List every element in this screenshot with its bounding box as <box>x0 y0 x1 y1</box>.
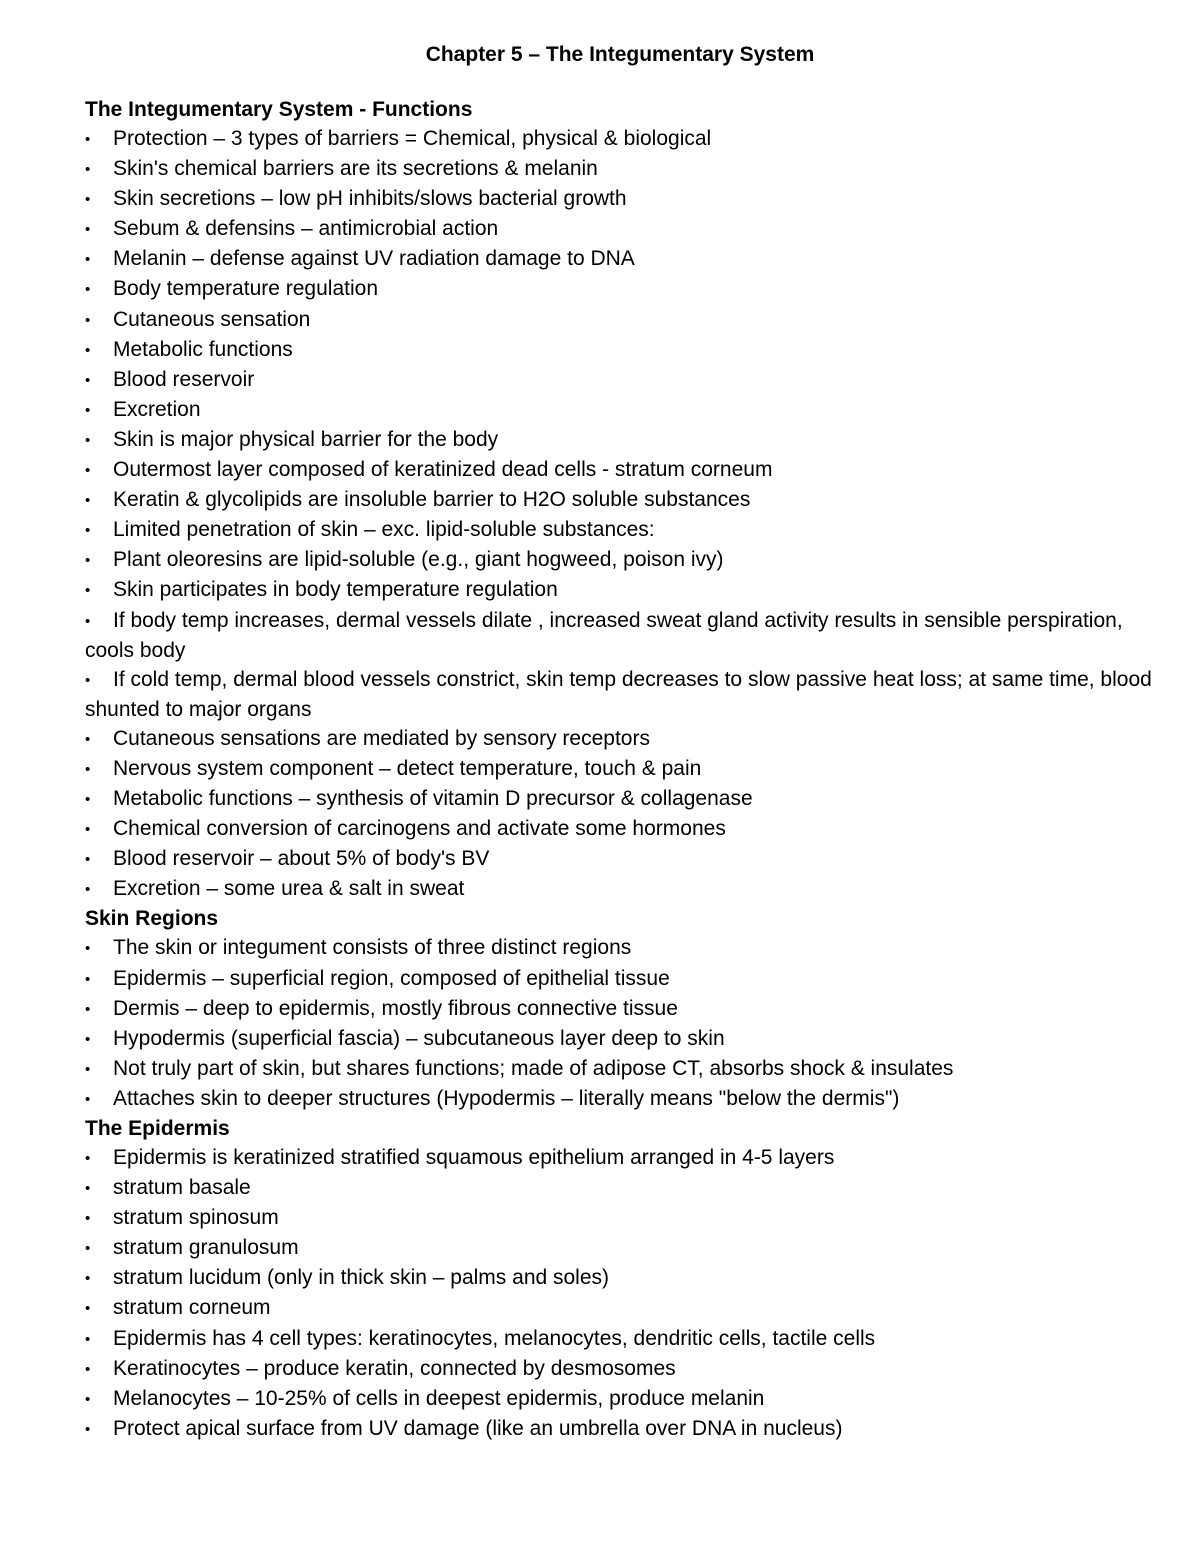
bullet-text: Cutaneous sensation <box>113 307 311 331</box>
bullet-item <box>85 1354 1165 1384</box>
bullet-icon: • <box>85 582 91 600</box>
bullet-icon: • <box>85 191 91 209</box>
bullet-item <box>85 124 1165 154</box>
bullet-text: Epidermis has 4 cell types: keratinocytes, melanocytes, dendritic cells, tactile cells <box>113 1326 876 1350</box>
bullet-text: stratum spinosum <box>113 1206 279 1230</box>
bullet-text: Metabolic functions <box>113 337 293 361</box>
bullet-text: Epidermis is keratinized stratified squamous epithelium arranged in 4-5 layers <box>113 1146 835 1169</box>
bullet-icon: • <box>85 1270 91 1288</box>
bullet-icon: • <box>85 881 91 899</box>
bullet-text: Melanin – defense against UV radiation damage to DNA <box>113 247 635 271</box>
bullet-item <box>85 1324 1165 1354</box>
bullet-text: stratum basale <box>113 1176 251 1200</box>
bullet-text: Protect apical surface from UV damage (like an umbrella over DNA in nucleus) <box>113 1416 843 1440</box>
bullet-item <box>85 874 1165 904</box>
bullet-item <box>85 1143 1165 1173</box>
bullet-text: Hypodermis (superficial fascia) – subcutaneous layer deep to skin <box>113 1026 725 1050</box>
bullet-item <box>85 1263 1165 1293</box>
bullet-icon: • <box>85 760 91 778</box>
bullet-icon: • <box>85 492 91 510</box>
bullet-text: Not truly part of skin, but shares functions; made of adipose CT, absorbs shock & insulates <box>113 1056 954 1080</box>
bullet-icon: • <box>85 821 91 839</box>
bullet-icon: • <box>85 281 91 299</box>
bullet-item <box>85 335 1165 365</box>
bullet-text: stratum lucidum (only in thick skin – palms and soles) <box>113 1266 610 1290</box>
bullet-icon: • <box>85 791 91 809</box>
bullet-item <box>85 665 1165 724</box>
bullet-item <box>85 305 1165 335</box>
bullet-text: Dermis – deep to epidermis, mostly fibrous connective tissue <box>113 996 678 1020</box>
bullet-text: Attaches skin to deeper structures (Hypodermis – literally means "below the dermis") <box>113 1086 900 1110</box>
bullet-item <box>85 964 1165 994</box>
bullet-icon: • <box>85 221 91 239</box>
section-heading: Skin Regions <box>85 907 219 931</box>
bullet-icon: • <box>85 341 91 359</box>
bullet-item <box>85 814 1165 844</box>
bullet-text: Keratinocytes – produce keratin, connected by desmosomes <box>113 1356 676 1380</box>
bullet-item <box>85 244 1165 274</box>
bullet-item <box>85 395 1165 425</box>
bullet-icon: • <box>85 940 91 958</box>
bullet-item <box>85 1054 1165 1084</box>
bullet-icon: • <box>85 311 91 329</box>
bullet-text: Plant oleoresins are lipid-soluble (e.g., giant hogweed, poison ivy) <box>113 548 724 572</box>
bullet-item <box>85 545 1165 575</box>
bullet-list <box>85 933 1165 1114</box>
bullet-text: Keratin & glycolipids are insoluble barrier to H2O soluble substances <box>113 488 751 512</box>
bullet-icon: • <box>85 1090 91 1108</box>
bullet-text: Blood reservoir – about 5% of body's BV <box>113 847 490 871</box>
bullet-text: stratum corneum <box>113 1296 271 1320</box>
bullet-icon: • <box>85 552 91 570</box>
bullet-icon: • <box>85 251 91 269</box>
bullet-item <box>85 214 1165 244</box>
document-page <box>85 41 1165 1444</box>
bullet-item <box>85 1203 1165 1233</box>
bullet-icon: • <box>85 970 91 988</box>
bullet-icon: • <box>85 1060 91 1078</box>
bullet-list <box>85 124 1165 904</box>
bullet-item <box>85 844 1165 874</box>
bullet-icon: • <box>85 1390 91 1408</box>
bullet-text: Epidermis – superficial region, composed of epithelial tissue <box>113 966 670 990</box>
section-heading: The Epidermis <box>85 1117 230 1140</box>
bullet-text: Blood reservoir <box>113 367 255 391</box>
bullet-icon: • <box>85 1150 91 1167</box>
bullet-item <box>85 606 1165 665</box>
bullet-text: Skin participates in body temperature regulation <box>113 578 558 602</box>
bullet-item <box>85 154 1165 184</box>
bullet-icon: • <box>85 671 91 689</box>
bullet-icon: • <box>85 131 91 148</box>
bullet-text: Metabolic functions – synthesis of vitamin D precursor & collagenase <box>113 787 753 811</box>
bullet-text: The skin or integument consists of three distinct regions <box>113 936 632 960</box>
bullet-text: Cutaneous sensations are mediated by sensory receptors <box>113 726 650 750</box>
bullet-icon: • <box>85 1420 91 1438</box>
bullet-icon: • <box>85 851 91 869</box>
bullet-text: Excretion <box>113 397 201 421</box>
bullet-icon: • <box>85 1360 91 1378</box>
bullet-icon: • <box>85 1210 91 1228</box>
bullet-text: Excretion – some urea & salt in sweat <box>113 877 465 901</box>
bullet-text: Body temperature regulation <box>113 277 378 301</box>
bullet-icon: • <box>85 431 91 449</box>
bullet-text: Melanocytes – 10-25% of cells in deepest epidermis, produce melanin <box>113 1386 765 1410</box>
bullet-item <box>85 1233 1165 1263</box>
bullet-icon: • <box>85 462 91 480</box>
bullet-icon: • <box>85 612 91 630</box>
bullet-item <box>85 575 1165 605</box>
bullet-item <box>85 1384 1165 1414</box>
bullet-icon: • <box>85 1300 91 1318</box>
bullet-icon: • <box>85 1330 91 1348</box>
bullet-text: Limited penetration of skin – exc. lipid-soluble substances: <box>113 518 655 542</box>
bullet-item <box>85 274 1165 304</box>
document-title: Chapter 5 – The Integumentary System <box>425 43 815 66</box>
bullet-item <box>85 1084 1165 1114</box>
bullet-item <box>85 724 1165 754</box>
bullet-icon: • <box>85 401 91 419</box>
bullet-icon: • <box>85 522 91 540</box>
bullet-item <box>85 365 1165 395</box>
bullet-text: stratum granulosum <box>113 1236 299 1260</box>
bullet-item <box>85 754 1165 784</box>
bullet-text: Skin is major physical barrier for the body <box>113 427 499 451</box>
bullet-icon: • <box>85 1030 91 1048</box>
bullet-text: Skin secretions – low pH inhibits/slows bacterial growth <box>113 187 627 211</box>
bullet-icon: • <box>85 161 91 179</box>
bullet-text: Protection – 3 types of barriers = Chemical, physical & biological <box>113 127 712 150</box>
bullet-icon: • <box>85 1240 91 1258</box>
bullet-list <box>85 1143 1165 1444</box>
title-spacer <box>85 69 1165 95</box>
section-heading: The Integumentary System - Functions <box>85 98 473 121</box>
bullet-item <box>85 184 1165 214</box>
bullet-text: If body temp increases, dermal vessels dilate , increased sweat gland activity results in sensible perspiration, cools body <box>85 608 1123 662</box>
bullet-text: If cold temp, dermal blood vessels constrict, skin temp decreases to slow passive heat loss; at same time, blood shunted to major organs <box>85 667 1152 721</box>
bullet-icon: • <box>85 1000 91 1018</box>
bullet-text: Nervous system component – detect temperature, touch & pain <box>113 756 702 780</box>
bullet-item <box>85 784 1165 814</box>
document-body <box>85 95 1165 1444</box>
bullet-icon: • <box>85 371 91 389</box>
bullet-item <box>85 933 1165 963</box>
bullet-item <box>85 1293 1165 1323</box>
bullet-item <box>85 515 1165 545</box>
bullet-text: Sebum & defensins – antimicrobial action <box>113 217 499 241</box>
bullet-text: Chemical conversion of carcinogens and activate some hormones <box>113 817 726 841</box>
bullet-item <box>85 994 1165 1024</box>
bullet-icon: • <box>85 730 91 748</box>
bullet-item <box>85 1173 1165 1203</box>
bullet-icon: • <box>85 1180 91 1198</box>
bullet-item <box>85 485 1165 515</box>
bullet-item <box>85 425 1165 455</box>
bullet-item <box>85 455 1165 485</box>
bullet-item <box>85 1024 1165 1054</box>
bullet-item <box>85 1414 1165 1444</box>
bullet-text: Outermost layer composed of keratinized dead cells - stratum corneum <box>113 458 773 482</box>
bullet-text: Skin's chemical barriers are its secretions & melanin <box>113 157 598 181</box>
